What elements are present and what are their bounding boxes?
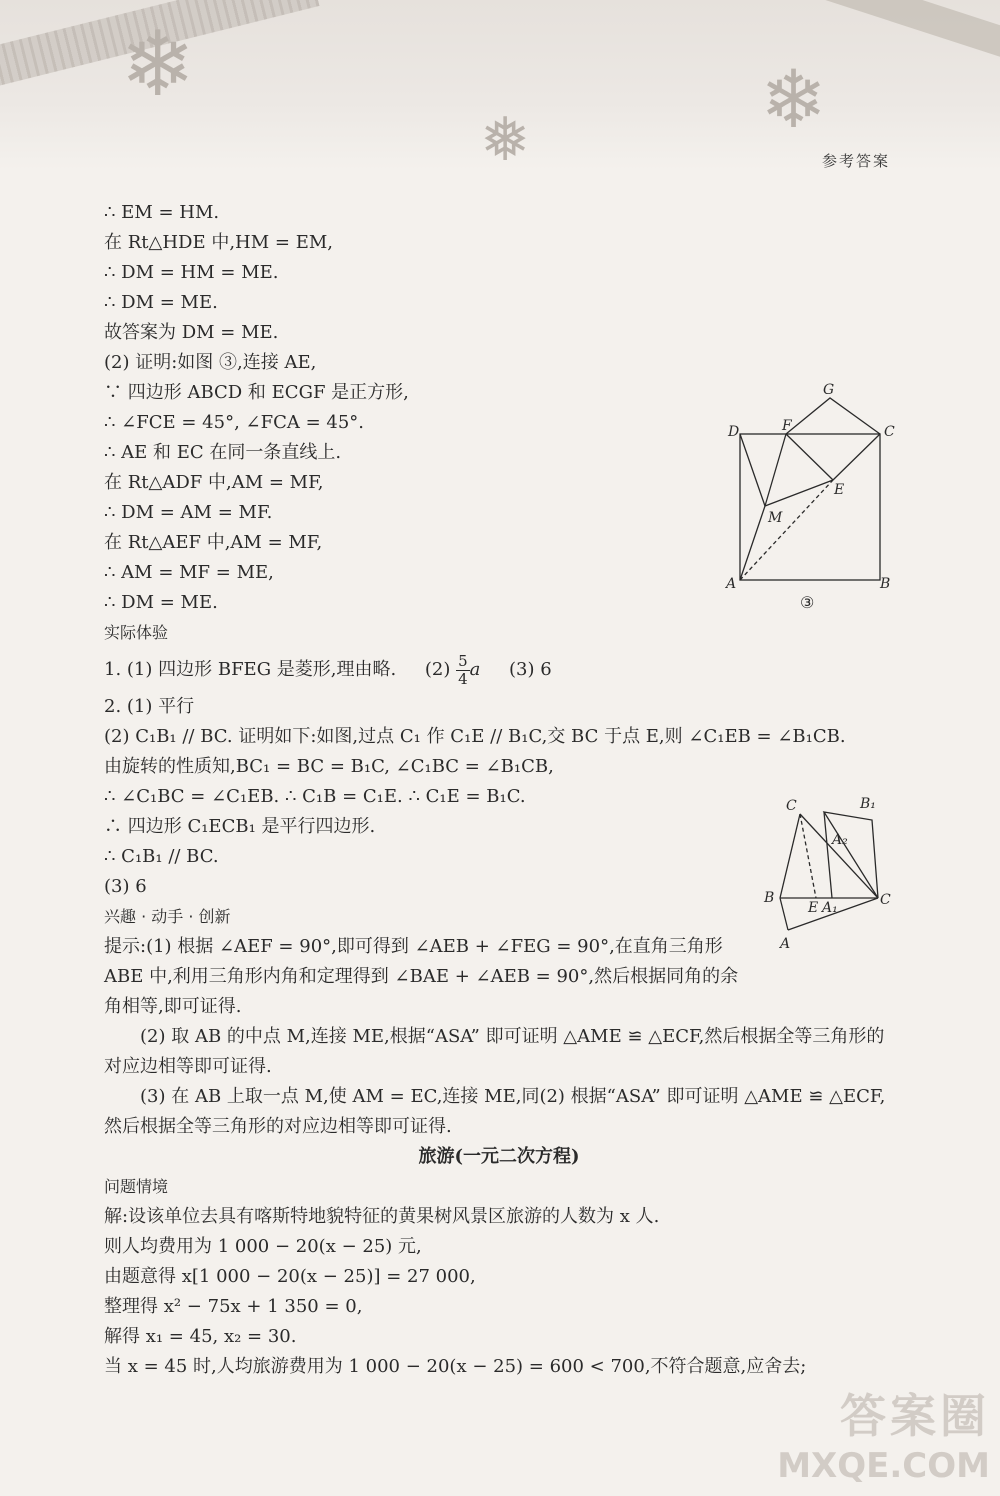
- text-line: 故答案为 DM = ME.: [104, 322, 279, 343]
- text-line: ∴ DM = AM = MF.: [104, 502, 273, 523]
- text-line: (2) C₁B₁ // BC. 证明如下:如图,过点 C₁ 作 C₁E // B₁C,交 BC 于点 E,则 ∠C₁EB = ∠B₁CB.: [104, 726, 846, 747]
- text-line: (3) 6: [104, 876, 147, 897]
- text-line: 解得 x₁ = 45, x₂ = 30.: [104, 1326, 297, 1347]
- snowflake-icon: ❅: [480, 105, 531, 170]
- figure-label: C: [884, 424, 895, 440]
- text-line: 在 Rt△ADF 中,AM = MF,: [104, 472, 324, 493]
- section-title: 旅游(一元二次方程): [418, 1146, 580, 1167]
- text-line: ∴ 四边形 C₁ECB₁ 是平行四边形.: [104, 816, 376, 837]
- text-line: ∴ ∠C₁BC = ∠C₁EB. ∴ C₁B = C₁E. ∴ C₁E = B₁C.: [104, 786, 526, 807]
- figure-label: B: [880, 576, 891, 592]
- snowflake-icon: ❄: [120, 12, 196, 117]
- text-line: ∴ ∠FCE = 45°, ∠FCA = 45°.: [104, 412, 365, 433]
- snowflake-icon: ❄: [760, 53, 828, 146]
- text-line: 整理得 x² − 75x + 1 350 = 0,: [104, 1296, 363, 1317]
- practice-1-line: [104, 648, 894, 692]
- watermark-url: MXQE.COM: [777, 1446, 990, 1486]
- figure-caption: ③: [800, 593, 815, 612]
- page-header-title: 参考答案: [821, 152, 890, 170]
- figure-label: C: [786, 798, 797, 814]
- watermark-logo: [777, 1380, 990, 1486]
- figure-label: A: [780, 936, 791, 952]
- text-line: ∴ DM = HM = ME.: [104, 262, 279, 283]
- practice-1-part3: (3) 6: [508, 659, 552, 680]
- figure-rotation-diagram: [760, 790, 900, 964]
- figure-svg: [720, 378, 910, 618]
- text-line: ∵ 四边形 ABCD 和 ECGF 是正方形,: [104, 382, 409, 403]
- practice-1-part1: 1. (1) 四边形 BFEG 是菱形,理由略.: [104, 659, 397, 680]
- watermark-text: 答案圈: [840, 1389, 990, 1443]
- figure-square-diagram: [720, 378, 910, 622]
- section-heading: 兴趣 · 动手 · 创新: [104, 907, 231, 926]
- figure-label: F: [782, 418, 792, 434]
- section-heading: 实际体验: [104, 623, 169, 642]
- figure-label: C: [880, 892, 891, 908]
- practice-1-part2-prefix: (2): [424, 659, 451, 680]
- figure-label: A: [726, 576, 737, 592]
- text-line: ∴ DM = ME.: [104, 592, 218, 613]
- figure-svg: [760, 790, 900, 960]
- figure-label: D: [728, 424, 740, 440]
- ribbon-decoration: [820, 0, 1000, 60]
- figure-label: B₁: [860, 796, 876, 812]
- text-line: ∴ C₁B₁ // BC.: [104, 846, 219, 867]
- paragraph: 提示:(1) 根据 ∠AEF = 90°,即可得到 ∠AEB + ∠FEG = 90°,在直角三角形 ABE 中,利用三角形内角和定理得到 ∠BAE + ∠AEB = 90°,然后根据同角的余角相等,即可证得.: [104, 936, 739, 1017]
- text-line: ∴ AE 和 EC 在同一条直线上.: [104, 442, 342, 463]
- figure-label: B: [764, 890, 775, 906]
- fraction-variable: a: [469, 659, 481, 680]
- figure-label: A₂: [832, 832, 848, 848]
- text-line: 则人均费用为 1 000 − 20(x − 25) 元,: [104, 1236, 422, 1257]
- text-line: 由题意得 x[1 000 − 20(x − 25)] = 27 000,: [104, 1266, 476, 1287]
- figure-label: E: [808, 900, 819, 916]
- header-decoration: [0, 0, 1000, 170]
- figure-label: A₁: [822, 900, 838, 916]
- text-line: 由旋转的性质知,BC₁ = BC = B₁C, ∠C₁BC = ∠B₁CB,: [104, 756, 554, 777]
- fraction-denominator: 4: [458, 669, 468, 688]
- text-line: ∴ AM = MF = ME,: [104, 562, 274, 583]
- text-line: ∴ DM = ME.: [104, 292, 218, 313]
- text-line: 解:设该单位去具有喀斯特地貌特征的黄果树风景区旅游的人数为 x 人.: [104, 1206, 660, 1227]
- figure-label: E: [834, 482, 845, 498]
- text-line: 当 x = 45 时,人均旅游费用为 1 000 − 20(x − 25) = 600 < 700,不符合题意,应舍去;: [104, 1356, 807, 1377]
- paragraph: (2) 取 AB 的中点 M,连接 ME,根据“ASA” 即可证明 △AME ≌ △ECF,然后根据全等三角形的对应边相等即可证得.: [104, 1026, 885, 1077]
- paragraph: (3) 在 AB 上取一点 M,使 AM = EC,连接 ME,同(2) 根据“ASA” 即可证明 △AME ≌ △ECF,然后根据全等三角形的对应边相等即可证得.: [104, 1086, 886, 1137]
- fraction-numerator: 5: [458, 651, 468, 670]
- text-line: 在 Rt△HDE 中,HM = EM,: [104, 232, 334, 253]
- text-line: 2. (1) 平行: [104, 696, 195, 717]
- text-line: 在 Rt△AEF 中,AM = MF,: [104, 532, 323, 553]
- text-line: (2) 证明:如图 ③,连接 AE,: [104, 352, 317, 373]
- figure-label: G: [823, 382, 835, 398]
- figure-label: M: [768, 510, 783, 526]
- section-heading: 问题情境: [104, 1177, 169, 1196]
- text-line: ∴ EM = HM.: [104, 202, 220, 223]
- fraction: [456, 653, 470, 688]
